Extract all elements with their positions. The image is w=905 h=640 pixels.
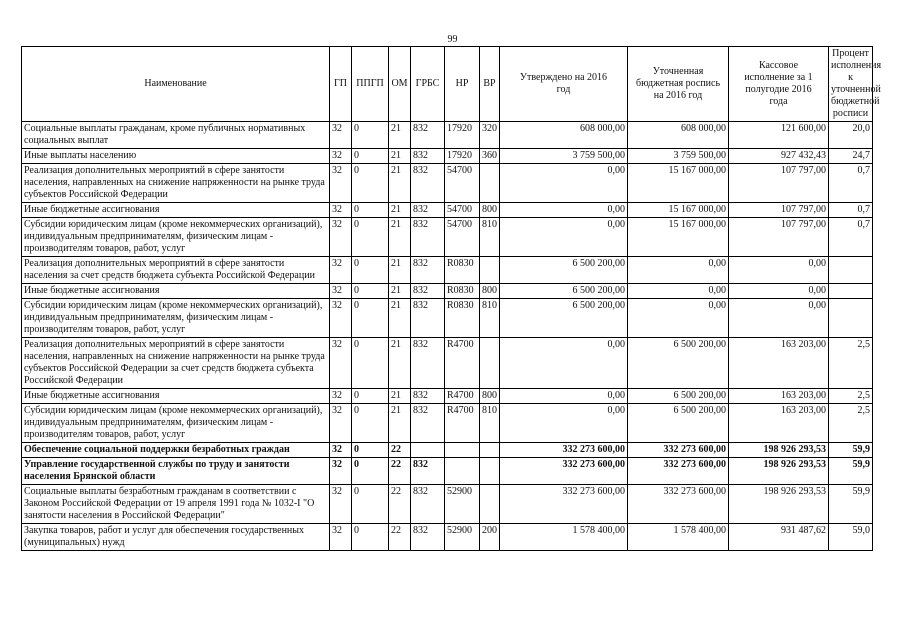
cell-grbs: 832 (411, 164, 445, 203)
cell-gp: 32 (330, 389, 352, 404)
cell-percent: 59,9 (829, 443, 873, 458)
table-row (22, 284, 873, 299)
cell-ppgp: 0 (352, 218, 389, 257)
cell-percent (829, 284, 873, 299)
cell-cash: 121 600,00 (729, 122, 829, 149)
cell-ppgp: 0 (352, 458, 389, 485)
cell-approved: 6 500 200,00 (500, 299, 628, 338)
cell-percent: 2,5 (829, 338, 873, 389)
cell-nr: R4700 (445, 389, 480, 404)
cell-vr (480, 485, 500, 524)
cell-om: 21 (389, 389, 411, 404)
cell-percent: 0,7 (829, 218, 873, 257)
cell-ppgp: 0 (352, 203, 389, 218)
table-row (22, 389, 873, 404)
cell-name: Иные выплаты населению (22, 149, 330, 164)
cell-ppgp: 0 (352, 524, 389, 551)
cell-name: Обеспечение социальной поддержки безработных граждан (22, 443, 330, 458)
cell-refined: 608 000,00 (628, 122, 729, 149)
cell-gp: 32 (330, 524, 352, 551)
cell-cash: 163 203,00 (729, 338, 829, 389)
header-om: ОМ (389, 47, 411, 122)
cell-grbs: 832 (411, 218, 445, 257)
cell-vr: 810 (480, 218, 500, 257)
cell-refined: 15 167 000,00 (628, 164, 729, 203)
header-nr: НР (445, 47, 480, 122)
cell-cash: 198 926 293,53 (729, 443, 829, 458)
cell-vr: 800 (480, 389, 500, 404)
cell-nr (445, 443, 480, 458)
cell-gp: 32 (330, 149, 352, 164)
cell-refined: 15 167 000,00 (628, 218, 729, 257)
table-body (22, 122, 873, 551)
cell-gp: 32 (330, 257, 352, 284)
cell-nr: 54700 (445, 203, 480, 218)
page-number: 99 (447, 34, 458, 45)
cell-vr: 360 (480, 149, 500, 164)
cell-refined: 332 273 600,00 (628, 443, 729, 458)
cell-approved: 608 000,00 (500, 122, 628, 149)
cell-ppgp: 0 (352, 338, 389, 389)
cell-cash: 107 797,00 (729, 164, 829, 203)
cell-om: 21 (389, 218, 411, 257)
cell-approved: 0,00 (500, 203, 628, 218)
cell-om: 22 (389, 443, 411, 458)
cell-approved: 0,00 (500, 338, 628, 389)
cell-om: 21 (389, 257, 411, 284)
cell-om: 21 (389, 122, 411, 149)
header-refined: Уточненная бюджетная роспись на 2016 год (628, 47, 729, 122)
cell-nr: 54700 (445, 164, 480, 203)
cell-nr: R0830 (445, 284, 480, 299)
header-name: Наименование (22, 47, 330, 122)
cell-grbs: 832 (411, 284, 445, 299)
cell-refined: 0,00 (628, 284, 729, 299)
cell-name: Социальные выплаты безработным гражданам в соответствии с Законом Российской Федерации от 19 апреля 1991 года № 1032-I "О занятости населения в Российской Федерации" (22, 485, 330, 524)
cell-cash: 198 926 293,53 (729, 485, 829, 524)
cell-percent: 59,9 (829, 458, 873, 485)
cell-vr: 320 (480, 122, 500, 149)
cell-approved: 332 273 600,00 (500, 485, 628, 524)
cell-gp: 32 (330, 485, 352, 524)
cell-percent: 0,7 (829, 164, 873, 203)
cell-vr (480, 458, 500, 485)
cell-vr: 800 (480, 284, 500, 299)
cell-nr: 52900 (445, 524, 480, 551)
cell-nr: 17920 (445, 122, 480, 149)
cell-nr: R4700 (445, 338, 480, 389)
cell-refined: 332 273 600,00 (628, 458, 729, 485)
cell-refined: 0,00 (628, 257, 729, 284)
cell-percent: 2,5 (829, 389, 873, 404)
cell-om: 21 (389, 164, 411, 203)
table-row (22, 458, 873, 485)
cell-approved: 6 500 200,00 (500, 284, 628, 299)
cell-gp: 32 (330, 299, 352, 338)
cell-gp: 32 (330, 203, 352, 218)
cell-name: Реализация дополнительных мероприятий в сфере занятости населения за счет средств бюджета субъекта Российской Федерации (22, 257, 330, 284)
cell-om: 21 (389, 203, 411, 218)
cell-om: 21 (389, 338, 411, 389)
cell-approved: 0,00 (500, 389, 628, 404)
cell-vr (480, 164, 500, 203)
cell-vr: 200 (480, 524, 500, 551)
cell-nr: R4700 (445, 404, 480, 443)
cell-refined: 6 500 200,00 (628, 404, 729, 443)
cell-gp: 32 (330, 458, 352, 485)
cell-refined: 6 500 200,00 (628, 338, 729, 389)
cell-name: Закупка товаров, работ и услуг для обеспечения государственных (муниципальных) нужд (22, 524, 330, 551)
header-vr: ВР (480, 47, 500, 122)
cell-gp: 32 (330, 443, 352, 458)
cell-ppgp: 0 (352, 443, 389, 458)
cell-name: Субсидии юридическим лицам (кроме некоммерческих организаций), индивидуальным предпринимателям, физическим лицам - производителям товаров, работ, услуг (22, 404, 330, 443)
cell-ppgp: 0 (352, 485, 389, 524)
cell-approved: 1 578 400,00 (500, 524, 628, 551)
table-row (22, 338, 873, 389)
cell-refined: 1 578 400,00 (628, 524, 729, 551)
cell-ppgp: 0 (352, 257, 389, 284)
cell-cash: 198 926 293,53 (729, 458, 829, 485)
cell-om: 21 (389, 149, 411, 164)
cell-gp: 32 (330, 404, 352, 443)
cell-grbs: 832 (411, 389, 445, 404)
cell-approved: 6 500 200,00 (500, 257, 628, 284)
table-row (22, 404, 873, 443)
table-row (22, 149, 873, 164)
cell-ppgp: 0 (352, 299, 389, 338)
cell-percent: 59,0 (829, 524, 873, 551)
cell-gp: 32 (330, 164, 352, 203)
cell-name: Иные бюджетные ассигнования (22, 284, 330, 299)
cell-name: Субсидии юридическим лицам (кроме некоммерческих организаций), индивидуальным предпринимателям, физическим лицам - производителям товаров, работ, услуг (22, 299, 330, 338)
cell-refined: 6 500 200,00 (628, 389, 729, 404)
header-grbs: ГРБС (411, 47, 445, 122)
cell-ppgp: 0 (352, 122, 389, 149)
table-row (22, 443, 873, 458)
cell-gp: 32 (330, 284, 352, 299)
cell-name: Реализация дополнительных мероприятий в сфере занятости населения, направленных на снижение напряженности на рынке труда субъектов Российской Федерации за счет средств бюджета субъекта Российской Федерации (22, 338, 330, 389)
cell-approved: 0,00 (500, 164, 628, 203)
cell-nr (445, 458, 480, 485)
cell-grbs: 832 (411, 122, 445, 149)
cell-refined: 3 759 500,00 (628, 149, 729, 164)
header-row (22, 47, 873, 122)
cell-ppgp: 0 (352, 404, 389, 443)
cell-cash: 107 797,00 (729, 218, 829, 257)
cell-percent: 0,7 (829, 203, 873, 218)
cell-approved: 0,00 (500, 218, 628, 257)
table-row (22, 122, 873, 149)
cell-vr (480, 257, 500, 284)
cell-cash: 0,00 (729, 257, 829, 284)
cell-grbs: 832 (411, 458, 445, 485)
header-percent: Процент исполнения к уточненной бюджетной росписи (829, 47, 873, 122)
table-row (22, 164, 873, 203)
cell-cash: 163 203,00 (729, 404, 829, 443)
table-row (22, 299, 873, 338)
table-row (22, 524, 873, 551)
cell-nr: 52900 (445, 485, 480, 524)
cell-percent: 59,9 (829, 485, 873, 524)
cell-cash: 0,00 (729, 284, 829, 299)
header-approved: Утверждено на 2016 год (500, 47, 628, 122)
cell-om: 21 (389, 299, 411, 338)
cell-nr: R0830 (445, 299, 480, 338)
cell-cash: 927 432,43 (729, 149, 829, 164)
cell-approved: 332 273 600,00 (500, 458, 628, 485)
table-row (22, 485, 873, 524)
cell-name: Реализация дополнительных мероприятий в сфере занятости населения, направленных на снижение напряженности на рынке труда субъектов Российской Федерации (22, 164, 330, 203)
cell-gp: 32 (330, 218, 352, 257)
cell-name: Субсидии юридическим лицам (кроме некоммерческих организаций), индивидуальным предпринимателям, физическим лицам - производителям товаров, работ, услуг (22, 218, 330, 257)
header-gp: ГП (330, 47, 352, 122)
cell-grbs: 832 (411, 257, 445, 284)
cell-ppgp: 0 (352, 149, 389, 164)
cell-approved: 3 759 500,00 (500, 149, 628, 164)
cell-nr: 17920 (445, 149, 480, 164)
cell-percent: 24,7 (829, 149, 873, 164)
cell-refined: 15 167 000,00 (628, 203, 729, 218)
cell-grbs: 832 (411, 203, 445, 218)
cell-approved: 332 273 600,00 (500, 443, 628, 458)
cell-ppgp: 0 (352, 389, 389, 404)
cell-name: Социальные выплаты гражданам, кроме публичных нормативных социальных выплат (22, 122, 330, 149)
cell-vr: 810 (480, 299, 500, 338)
cell-nr: 54700 (445, 218, 480, 257)
cell-gp: 32 (330, 338, 352, 389)
cell-refined: 332 273 600,00 (628, 485, 729, 524)
cell-om: 22 (389, 458, 411, 485)
cell-grbs: 832 (411, 149, 445, 164)
cell-om: 22 (389, 485, 411, 524)
table-row (22, 218, 873, 257)
cell-name: Иные бюджетные ассигнования (22, 203, 330, 218)
cell-grbs: 832 (411, 338, 445, 389)
cell-percent: 2,5 (829, 404, 873, 443)
cell-refined: 0,00 (628, 299, 729, 338)
cell-vr (480, 338, 500, 389)
cell-percent (829, 257, 873, 284)
cell-grbs: 832 (411, 485, 445, 524)
cell-grbs: 832 (411, 524, 445, 551)
header-ppgp: ППГП (352, 47, 389, 122)
cell-approved: 0,00 (500, 404, 628, 443)
cell-cash: 107 797,00 (729, 203, 829, 218)
cell-percent (829, 299, 873, 338)
cell-ppgp: 0 (352, 164, 389, 203)
table-row (22, 203, 873, 218)
cell-grbs: 832 (411, 404, 445, 443)
cell-vr (480, 443, 500, 458)
cell-name: Иные бюджетные ассигнования (22, 389, 330, 404)
budget-table (21, 46, 882, 551)
table-row (22, 257, 873, 284)
cell-ppgp: 0 (352, 284, 389, 299)
cell-om: 21 (389, 284, 411, 299)
cell-gp: 32 (330, 122, 352, 149)
cell-percent: 20,0 (829, 122, 873, 149)
cell-cash: 931 487,62 (729, 524, 829, 551)
cell-om: 21 (389, 404, 411, 443)
header-cash: Кассовое исполнение за 1 полугодие 2016 года (729, 47, 829, 122)
cell-cash: 163 203,00 (729, 389, 829, 404)
cell-vr: 810 (480, 404, 500, 443)
cell-om: 22 (389, 524, 411, 551)
cell-cash: 0,00 (729, 299, 829, 338)
cell-grbs: 832 (411, 299, 445, 338)
cell-nr: R0830 (445, 257, 480, 284)
cell-name: Управление государственной службы по труду и занятости населения Брянской области (22, 458, 330, 485)
cell-vr: 800 (480, 203, 500, 218)
cell-grbs (411, 443, 445, 458)
